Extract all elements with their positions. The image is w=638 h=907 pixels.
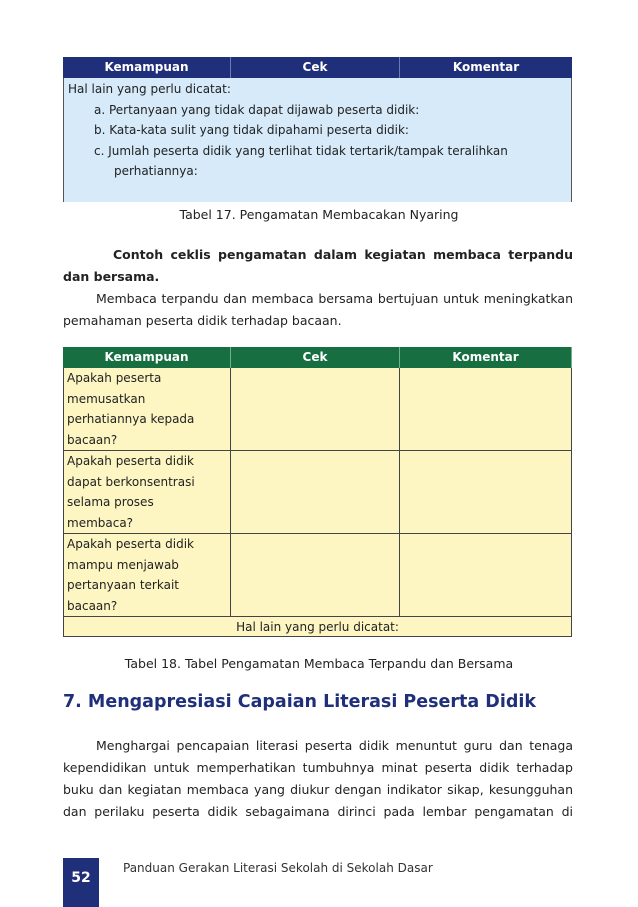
paragraph-line2: pemahaman peserta didik terhadap bacaan.: [63, 313, 342, 328]
footer-title: Panduan Gerakan Literasi Sekolah di Sekolah Dasar: [123, 861, 433, 875]
table-header-row: [63, 57, 572, 78]
paragraph-line: kependidikan untuk memperhatikan tumbuhnya minat peserta didik terhadap: [63, 760, 573, 775]
observation-table-reading-aloud: [63, 57, 572, 202]
cek-cell: [231, 534, 400, 616]
table-row: [63, 534, 572, 617]
header-cek: Cek: [231, 57, 400, 78]
notes-title: Hal lain yang perlu dicatat:: [68, 82, 231, 96]
observation-table-guided-reading: [63, 347, 572, 637]
komentar-cell: [400, 368, 572, 450]
kemampuan-cell: [63, 368, 231, 450]
cell-line: bacaan?: [67, 432, 118, 447]
bold-intro-line2: dan bersama.: [63, 269, 160, 284]
page-number: 52: [63, 858, 99, 907]
header-cek: Cek: [231, 347, 400, 368]
paragraph-line: buku dan kegiatan membaca yang diukur dengan indikator sikap, kesungguhan: [63, 782, 573, 797]
cell-line: membaca?: [67, 515, 134, 530]
cell-line: Apakah peserta: [67, 371, 162, 385]
cell-line: Apakah peserta didik: [67, 454, 194, 468]
cell-line: pertanyaan terkait: [67, 578, 179, 592]
table-row: [63, 451, 572, 534]
cell-line: Apakah peserta didik: [67, 537, 194, 551]
komentar-cell: [400, 534, 572, 616]
notes-item-a: a. Pertanyaan yang tidak dapat dijawab peserta didik:: [94, 102, 420, 117]
cell-line: dapat berkonsentrasi: [67, 474, 195, 489]
header-komentar: Komentar: [452, 60, 520, 74]
table-header-row: [63, 347, 572, 368]
table-17-caption: Tabel 17. Pengamatan Membacakan Nyaring: [179, 207, 459, 222]
header-komentar: Komentar: [400, 347, 572, 368]
cell-line: memusatkan: [67, 391, 146, 406]
notes-item-c-continued: perhatiannya:: [114, 164, 198, 178]
kemampuan-cell: [63, 534, 231, 616]
header-kemampuan: Kemampuan: [63, 347, 231, 368]
cek-cell: [231, 368, 400, 450]
table-notes-cell: [63, 78, 572, 202]
section-intro: [63, 244, 573, 332]
paragraph-line: dan perilaku peserta didik sebagaimana dirinci pada lembar pengamatan di: [63, 804, 573, 819]
table-18-caption: Tabel 18. Tabel Pengamatan Membaca Terpandu dan Bersama: [124, 656, 514, 671]
table-row: [63, 368, 572, 451]
section-7-paragraph: [63, 735, 573, 823]
komentar-cell: [400, 451, 572, 533]
cell-line: mampu menjawab: [67, 557, 179, 572]
header-kemampuan: Kemampuan: [63, 57, 231, 78]
cell-line: selama proses: [67, 495, 154, 509]
cell-line: perhatiannya kepada: [67, 412, 195, 426]
cek-cell: [231, 451, 400, 533]
paragraph-line1: Membaca terpandu dan membaca bersama bertujuan untuk meningkatkan: [96, 291, 573, 306]
section-7-heading: 7. Mengapresiasi Capaian Literasi Peserta Didik: [63, 692, 536, 712]
paragraph-line: Menghargai pencapaian literasi peserta didik menuntut guru dan tenaga: [96, 738, 573, 753]
cell-line: bacaan?: [67, 598, 118, 613]
bold-intro-line1: Contoh ceklis pengamatan dalam kegiatan membaca terpandu: [113, 247, 573, 262]
kemampuan-cell: [63, 451, 231, 533]
table-notes-footer: Hal lain yang perlu dicatat:: [63, 617, 572, 637]
notes-item-c: c. Jumlah peserta didik yang terlihat tidak tertarik/tampak teralihkan: [94, 143, 508, 158]
notes-item-b: b. Kata-kata sulit yang tidak dipahami peserta didik:: [94, 123, 409, 137]
